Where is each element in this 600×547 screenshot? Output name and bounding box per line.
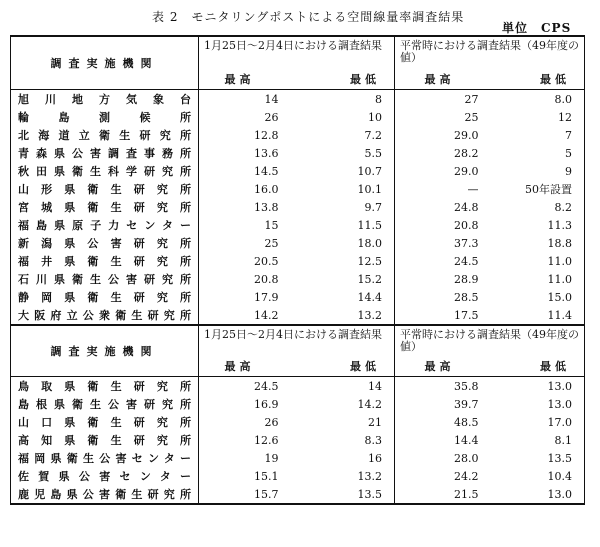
section2-period-min-label: 最低 — [350, 359, 380, 373]
normal-max-value: 48.5 — [395, 413, 491, 431]
period-min-value: 18.0 — [357, 236, 382, 250]
section2-period-header: 1月25日～2月4日における調査結果 — [199, 325, 395, 355]
period-min-value: 8.3 — [364, 433, 382, 447]
table-row — [11, 90, 585, 109]
normal-min-value: 17.0 — [491, 413, 585, 431]
table-row — [11, 216, 585, 234]
institution-name: 旭川地方気象台 — [11, 90, 199, 109]
section2-normal-min-label: 最低 — [491, 355, 585, 377]
normal-min-value: 8.1 — [491, 431, 585, 449]
table-row — [11, 449, 585, 467]
section1-normal-min-label: 最低 — [491, 69, 585, 90]
unit-label: 単位 CPS — [502, 21, 572, 35]
period-min-value: 7.2 — [364, 128, 382, 142]
period-min-value: 10.7 — [357, 164, 382, 178]
period-min-value: 14.2 — [357, 397, 382, 411]
table-row — [11, 180, 585, 198]
table-row — [11, 234, 585, 252]
table-row — [11, 162, 585, 180]
normal-max-value: 14.4 — [395, 431, 491, 449]
period-max-value: 13.8 — [254, 200, 279, 214]
period-min-value: 10.1 — [357, 182, 382, 196]
normal-min-value: 11.0 — [491, 270, 585, 288]
normal-max-value: — — [395, 180, 491, 198]
normal-min-value: 8.0 — [491, 90, 585, 109]
period-min-value: 13.2 — [357, 469, 382, 483]
institution-name: 福島県原子力センター — [11, 216, 199, 234]
period-max-value: 14.5 — [254, 164, 279, 178]
normal-max-value: 17.5 — [395, 306, 491, 325]
institution-name: 佐賀県公害センター — [11, 467, 199, 485]
period-max-value: 17.9 — [254, 290, 279, 304]
period-min-value: 14 — [291, 377, 395, 396]
period-min-value: 11.5 — [357, 218, 382, 232]
normal-max-value: 37.3 — [395, 234, 491, 252]
institution-name: 山形県衛生研究所 — [11, 180, 199, 198]
normal-max-value: 27 — [395, 90, 491, 109]
table-row — [11, 467, 585, 485]
institution-name: 高知県衛生研究所 — [11, 431, 199, 449]
table-row — [11, 306, 585, 325]
normal-min-value: 11.3 — [491, 216, 585, 234]
period-min-value: 13.2 — [357, 308, 382, 322]
normal-min-value: 10.4 — [491, 467, 585, 485]
period-max-value: 15.7 — [199, 485, 291, 504]
section2-header-row — [11, 325, 585, 355]
period-max-value: 14.2 — [254, 308, 279, 322]
normal-min-value: 12 — [491, 108, 585, 126]
period-max-value: 12.6 — [254, 433, 279, 447]
normal-min-value: 13.0 — [491, 395, 585, 413]
institution-name: 静岡県衛生研究所 — [11, 288, 199, 306]
period-max-value: 15 — [264, 218, 279, 232]
normal-max-value: 28.5 — [395, 288, 491, 306]
table-row — [11, 252, 585, 270]
normal-max-value: 28.2 — [395, 144, 491, 162]
period-max-value: 15.1 — [254, 469, 279, 483]
institution-name: 新潟県公害研究所 — [11, 234, 199, 252]
table-row — [11, 198, 585, 216]
period-max-value: 20.5 — [254, 254, 279, 268]
table-row — [11, 270, 585, 288]
period-min-value: 12.5 — [357, 254, 382, 268]
institution-name: 島根県衛生公害研究所 — [11, 395, 199, 413]
section2-normal-header: 平常時における調査結果（49年度の値） — [395, 325, 585, 355]
period-min-value: 13.5 — [291, 485, 395, 504]
period-max-value: 26 — [264, 110, 279, 124]
period-max-value: 13.6 — [254, 146, 279, 160]
normal-min-value: 13.5 — [491, 449, 585, 467]
normal-min-value: 5 — [491, 144, 585, 162]
normal-max-value: 24.2 — [395, 467, 491, 485]
institution-name: 鹿児島県公害衛生研究所 — [11, 485, 199, 504]
section1-institution-header: 調査実施機関 — [11, 36, 199, 90]
period-max-value: 20.8 — [254, 272, 279, 286]
normal-min-value: 13.0 — [491, 377, 585, 396]
period-min-value: 8 — [291, 90, 395, 109]
period-min-value: 14.4 — [357, 290, 382, 304]
table-row — [11, 126, 585, 144]
period-min-value: 9.7 — [364, 200, 382, 214]
table-row — [11, 377, 585, 396]
period-max-value: 12.8 — [254, 128, 279, 142]
table-row — [11, 144, 585, 162]
section1-normal-max-label: 最高 — [395, 69, 491, 90]
period-max-value: 19 — [264, 451, 279, 465]
institution-name: 北海道立衛生研究所 — [11, 126, 199, 144]
section1-period-header: 1月25日～2月4日における調査結果 — [199, 36, 395, 69]
period-min-value: 15.2 — [357, 272, 382, 286]
normal-max-value: 35.8 — [395, 377, 491, 396]
table-row — [11, 288, 585, 306]
institution-name: 鳥取県衛生研究所 — [11, 377, 199, 396]
table-row — [11, 395, 585, 413]
institution-name: 秋田県衛生科学研究所 — [11, 162, 199, 180]
section1-header-row — [11, 36, 585, 69]
table-row — [11, 108, 585, 126]
period-max-value: 14 — [199, 90, 291, 109]
section2-normal-max-label: 最高 — [395, 355, 491, 377]
period-max-value: 24.5 — [199, 377, 291, 396]
period-min-value: 21 — [368, 415, 382, 429]
normal-max-value: 20.8 — [395, 216, 491, 234]
institution-name: 宮城県衛生研究所 — [11, 198, 199, 216]
normal-min-value: 9 — [491, 162, 585, 180]
normal-min-value: 11.0 — [491, 252, 585, 270]
normal-min-value: 13.0 — [491, 485, 585, 504]
section2-institution-header: 調査実施機関 — [11, 325, 199, 377]
radiation-results-table — [10, 35, 585, 505]
normal-min-value: 15.0 — [491, 288, 585, 306]
normal-max-value: 24.5 — [395, 252, 491, 270]
table-row — [11, 485, 585, 504]
normal-min-value: 18.8 — [491, 234, 585, 252]
institution-name: 福井県衛生研究所 — [11, 252, 199, 270]
section1-period-min-label: 最低 — [350, 73, 380, 86]
normal-max-value: 25 — [395, 108, 491, 126]
institution-name: 石川県衛生公害研究所 — [11, 270, 199, 288]
normal-min-value: 8.2 — [491, 198, 585, 216]
period-max-value: 16.9 — [254, 397, 279, 411]
period-min-value: 5.5 — [364, 146, 382, 160]
normal-min-value: 50年設置 — [491, 180, 585, 198]
normal-min-value: 7 — [491, 126, 585, 144]
normal-max-value: 28.0 — [395, 449, 491, 467]
normal-max-value: 29.0 — [395, 162, 491, 180]
institution-name: 山口県衛生研究所 — [11, 413, 199, 431]
normal-max-value: 39.7 — [395, 395, 491, 413]
normal-max-value: 24.8 — [395, 198, 491, 216]
normal-max-value: 21.5 — [395, 485, 491, 504]
normal-max-value: 29.0 — [395, 126, 491, 144]
institution-name: 大阪府立公衆衛生研究所 — [11, 306, 199, 325]
section2-period-max-label: 最高 — [224, 359, 255, 373]
section1-period-max-label: 最高 — [224, 73, 255, 86]
period-max-value: 16.0 — [254, 182, 279, 196]
period-max-value: 25 — [264, 236, 279, 250]
period-min-value: 16 — [368, 451, 382, 465]
period-min-value: 10 — [368, 110, 382, 124]
normal-max-value: 28.9 — [395, 270, 491, 288]
institution-name: 福岡県衛生公害センター — [11, 449, 199, 467]
institution-name: 輪島測候所 — [11, 108, 199, 126]
table-row — [11, 413, 585, 431]
normal-min-value: 11.4 — [491, 306, 585, 325]
period-max-value: 26 — [264, 415, 279, 429]
section1-normal-header: 平常時における調査結果（49年度の値） — [395, 36, 585, 69]
table-title: 表 2 モニタリングポストによる空間線量率調査結果 — [152, 10, 465, 24]
institution-name: 青森県公害調査事務所 — [11, 144, 199, 162]
table-row — [11, 431, 585, 449]
